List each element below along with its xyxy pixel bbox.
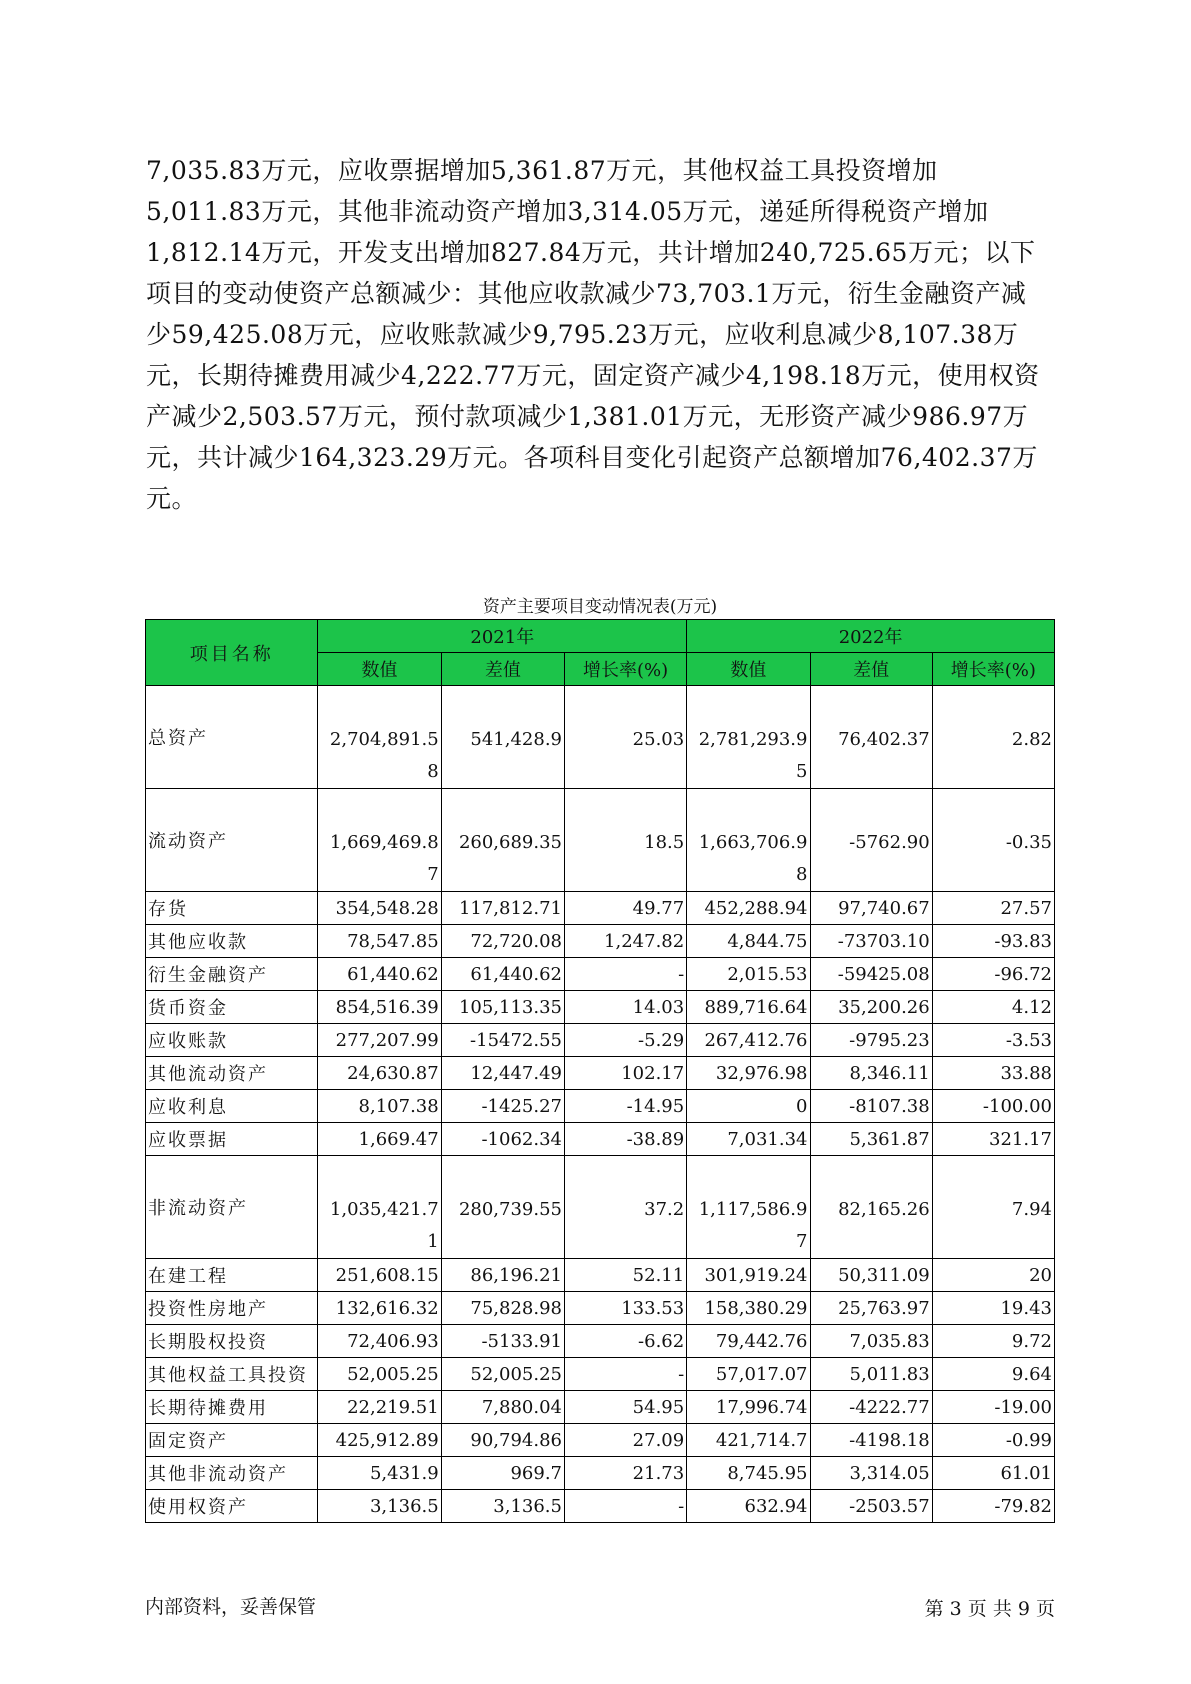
table-row xyxy=(146,1090,1055,1123)
row-value-cell: -96.72 xyxy=(932,958,1054,991)
row-value-cell: -5.29 xyxy=(565,1024,687,1057)
row-value-cell: 2,015.53 xyxy=(687,958,810,991)
table-row xyxy=(146,892,1055,925)
row-value-cell xyxy=(687,686,810,789)
row-value-cell xyxy=(687,1156,810,1259)
table-row xyxy=(146,1391,1055,1424)
row-value-cell: -2503.57 xyxy=(810,1490,932,1523)
row-value-cell: 52,005.25 xyxy=(441,1358,564,1391)
row-value: 2,704,891.58 xyxy=(329,729,439,782)
row-value-cell: 452,288.94 xyxy=(687,892,810,925)
table-row xyxy=(146,1057,1055,1090)
row-value: -5762.90 xyxy=(849,832,930,853)
row-value-cell: 35,200.26 xyxy=(810,991,932,1024)
row-value-cell: 54.95 xyxy=(565,1391,687,1424)
row-value-cell xyxy=(441,686,564,789)
row-value-cell: 321.17 xyxy=(932,1123,1054,1156)
table-row xyxy=(146,686,1055,789)
row-value: 260,689.35 xyxy=(458,832,562,853)
row-value-cell: 78,547.85 xyxy=(318,925,441,958)
row-value-cell: 75,828.98 xyxy=(441,1292,564,1325)
asset-change-table xyxy=(145,619,1055,1523)
row-value-cell: 17,996.74 xyxy=(687,1391,810,1424)
table-row xyxy=(146,1424,1055,1457)
row-value-cell: 57,017.07 xyxy=(687,1358,810,1391)
row-value: -0.35 xyxy=(1005,832,1052,853)
row-value-cell: 158,380.29 xyxy=(687,1292,810,1325)
row-item-name: 总资产 xyxy=(146,686,318,789)
row-value-cell: 102.17 xyxy=(565,1057,687,1090)
row-value-cell: 97,740.67 xyxy=(810,892,932,925)
row-value-cell: 72,406.93 xyxy=(318,1325,441,1358)
row-value: 1,035,421.71 xyxy=(329,1199,439,1252)
row-value-cell: -100.00 xyxy=(932,1090,1054,1123)
row-item-name: 其他非流动资产 xyxy=(146,1457,318,1490)
footer-page-number: 第 3 页 共 9 页 xyxy=(924,1598,1055,1620)
header-year-2022: 2022年 xyxy=(687,620,1055,653)
row-value-cell: -1425.27 xyxy=(441,1090,564,1123)
row-value: 76,402.37 xyxy=(838,729,930,750)
row-value-cell: -59425.08 xyxy=(810,958,932,991)
row-value-cell: 52.11 xyxy=(565,1259,687,1292)
row-value-cell: 24,630.87 xyxy=(318,1057,441,1090)
row-value-cell: 50,311.09 xyxy=(810,1259,932,1292)
row-value-cell: 14.03 xyxy=(565,991,687,1024)
row-value-cell: -3.53 xyxy=(932,1024,1054,1057)
row-value: 280,739.55 xyxy=(458,1199,562,1220)
row-value-cell: 5,361.87 xyxy=(810,1123,932,1156)
table-row xyxy=(146,1156,1055,1259)
row-item-name: 衍生金融资产 xyxy=(146,958,318,991)
row-value: 82,165.26 xyxy=(838,1199,930,1220)
body-paragraph: 7,035.83万元，应收票据增加5,361.87万元，其他权益工具投资增加5,011.83万元，其他非流动资产增加3,314.05万元，递延所得税资产增加1,812.14万元，开发支出增加827.84万元，共计增加240,725.65万元；以下项目的变动使资产总额减少：其他应收款减少73,703.1万元，衍生金融资产减少59,425.08万元，应收账款减少9,795.23万元，应收利息减少8,107.38万元，长期待摊费用减少4,222.77万元，固定资产减少4,198.18万元，使用权资产减少2,503.57万元，预付款项减少1,381.01万元，无形资产减少986.97万元，共计减少164,323.29万元。各项科目变化引起资产总额增加76,402.37万元。 xyxy=(146,156,1040,513)
row-value-cell: -38.89 xyxy=(565,1123,687,1156)
row-value-cell xyxy=(565,789,687,892)
row-value-cell: 22,219.51 xyxy=(318,1391,441,1424)
row-value-cell: 7,031.34 xyxy=(687,1123,810,1156)
row-item-name: 存货 xyxy=(146,892,318,925)
row-value-cell: 0 xyxy=(687,1090,810,1123)
row-value-cell: 27.57 xyxy=(932,892,1054,925)
row-value-cell: 25,763.97 xyxy=(810,1292,932,1325)
row-value-cell: 52,005.25 xyxy=(318,1358,441,1391)
row-value-cell: 19.43 xyxy=(932,1292,1054,1325)
row-value-cell: 4.12 xyxy=(932,991,1054,1024)
row-value-cell: -15472.55 xyxy=(441,1024,564,1057)
header-item-name: 项目名称 xyxy=(146,620,318,686)
table-row xyxy=(146,1292,1055,1325)
subheader-diff-2021: 差值 xyxy=(441,653,564,686)
row-value-cell: -1062.34 xyxy=(441,1123,564,1156)
table-body xyxy=(146,686,1055,1523)
table-row xyxy=(146,789,1055,892)
row-value-cell: 9.64 xyxy=(932,1358,1054,1391)
table-row xyxy=(146,1457,1055,1490)
row-value-cell: -14.95 xyxy=(565,1090,687,1123)
table-row xyxy=(146,991,1055,1024)
row-value: 541,428.9 xyxy=(470,729,562,750)
row-value-cell: 72,720.08 xyxy=(441,925,564,958)
row-item-name: 使用权资产 xyxy=(146,1490,318,1523)
subheader-value-2022: 数值 xyxy=(687,653,810,686)
row-item-name: 长期股权投资 xyxy=(146,1325,318,1358)
row-item-name: 非流动资产 xyxy=(146,1156,318,1259)
row-value-cell xyxy=(318,1156,441,1259)
row-value-cell: 8,745.95 xyxy=(687,1457,810,1490)
row-item-name: 应收账款 xyxy=(146,1024,318,1057)
row-value-cell: 61,440.62 xyxy=(318,958,441,991)
row-value-cell: 8,346.11 xyxy=(810,1057,932,1090)
row-item-name: 应收利息 xyxy=(146,1090,318,1123)
row-value-cell: 117,812.71 xyxy=(441,892,564,925)
table-row xyxy=(146,1024,1055,1057)
row-value-cell: 251,608.15 xyxy=(318,1259,441,1292)
row-item-name: 在建工程 xyxy=(146,1259,318,1292)
row-value-cell: 1,669.47 xyxy=(318,1123,441,1156)
row-value-cell: - xyxy=(565,1358,687,1391)
row-value-cell: - xyxy=(565,1490,687,1523)
row-value-cell: 33.88 xyxy=(932,1057,1054,1090)
row-value-cell: 7,880.04 xyxy=(441,1391,564,1424)
row-value-cell: 105,113.35 xyxy=(441,991,564,1024)
row-item-name: 投资性房地产 xyxy=(146,1292,318,1325)
row-value-cell xyxy=(565,1156,687,1259)
table-row xyxy=(146,925,1055,958)
footer-confidential-note: 内部资料，妥善保管 xyxy=(145,1596,317,1618)
row-value-cell: -6.62 xyxy=(565,1325,687,1358)
row-value-cell: 132,616.32 xyxy=(318,1292,441,1325)
header-year-2021: 2021年 xyxy=(318,620,687,653)
row-value-cell: 133.53 xyxy=(565,1292,687,1325)
row-value-cell: 90,794.86 xyxy=(441,1424,564,1457)
table-caption: 资产主要项目变动情况表(万元) xyxy=(482,597,718,617)
row-value-cell: - xyxy=(565,958,687,991)
row-item-name: 流动资产 xyxy=(146,789,318,892)
row-value-cell: -9795.23 xyxy=(810,1024,932,1057)
subheader-diff-2022: 差值 xyxy=(810,653,932,686)
row-value-cell: 5,431.9 xyxy=(318,1457,441,1490)
row-value-cell: 889,716.64 xyxy=(687,991,810,1024)
row-value-cell xyxy=(810,789,932,892)
row-value-cell: -0.99 xyxy=(932,1424,1054,1457)
table-row xyxy=(146,1358,1055,1391)
row-value: 18.5 xyxy=(644,832,685,853)
row-value-cell: 425,912.89 xyxy=(318,1424,441,1457)
row-value-cell xyxy=(932,789,1054,892)
row-item-name: 其他权益工具投资 xyxy=(146,1358,318,1391)
row-value-cell: -73703.10 xyxy=(810,925,932,958)
row-value-cell: -8107.38 xyxy=(810,1090,932,1123)
row-value: 2,781,293.95 xyxy=(698,729,808,782)
subheader-value-2021: 数值 xyxy=(318,653,441,686)
row-value-cell: 3,136.5 xyxy=(318,1490,441,1523)
row-value-cell: 20 xyxy=(932,1259,1054,1292)
row-value: 37.2 xyxy=(644,1199,685,1220)
row-value-cell: 32,976.98 xyxy=(687,1057,810,1090)
row-value-cell: 3,314.05 xyxy=(810,1457,932,1490)
row-value: 1,669,469.87 xyxy=(329,832,439,885)
row-value-cell: 9.72 xyxy=(932,1325,1054,1358)
row-value: 25.03 xyxy=(632,729,685,750)
row-value-cell: 49.77 xyxy=(565,892,687,925)
row-value: 1,117,586.97 xyxy=(698,1199,808,1252)
row-value-cell: 267,412.76 xyxy=(687,1024,810,1057)
row-value: 7.94 xyxy=(1011,1199,1052,1220)
table-row xyxy=(146,1123,1055,1156)
row-value-cell xyxy=(810,1156,932,1259)
row-value-cell: 632.94 xyxy=(687,1490,810,1523)
row-item-name: 应收票据 xyxy=(146,1123,318,1156)
row-value-cell: 1,247.82 xyxy=(565,925,687,958)
row-value-cell: 61.01 xyxy=(932,1457,1054,1490)
row-value-cell: 86,196.21 xyxy=(441,1259,564,1292)
row-value-cell xyxy=(932,1156,1054,1259)
row-value: 1,663,706.98 xyxy=(698,832,808,885)
row-item-name: 固定资产 xyxy=(146,1424,318,1457)
table-row xyxy=(146,1325,1055,1358)
row-value-cell: -4198.18 xyxy=(810,1424,932,1457)
row-item-name: 其他流动资产 xyxy=(146,1057,318,1090)
row-value-cell: 969.7 xyxy=(441,1457,564,1490)
row-item-name: 其他应收款 xyxy=(146,925,318,958)
row-value-cell xyxy=(687,789,810,892)
row-value-cell: -93.83 xyxy=(932,925,1054,958)
row-item-name: 货币资金 xyxy=(146,991,318,1024)
row-value-cell xyxy=(441,789,564,892)
row-item-name: 长期待摊费用 xyxy=(146,1391,318,1424)
row-value-cell xyxy=(810,686,932,789)
row-value-cell: 21.73 xyxy=(565,1457,687,1490)
row-value-cell: 12,447.49 xyxy=(441,1057,564,1090)
row-value-cell: -5133.91 xyxy=(441,1325,564,1358)
row-value-cell: 79,442.76 xyxy=(687,1325,810,1358)
row-value-cell: -79.82 xyxy=(932,1490,1054,1523)
row-value-cell xyxy=(318,686,441,789)
row-value-cell: 277,207.99 xyxy=(318,1024,441,1057)
row-value-cell xyxy=(441,1156,564,1259)
table-row xyxy=(146,958,1055,991)
row-value-cell: 854,516.39 xyxy=(318,991,441,1024)
row-value-cell: 61,440.62 xyxy=(441,958,564,991)
row-value-cell: -19.00 xyxy=(932,1391,1054,1424)
row-value-cell: 354,548.28 xyxy=(318,892,441,925)
row-value-cell: 4,844.75 xyxy=(687,925,810,958)
row-value-cell: 7,035.83 xyxy=(810,1325,932,1358)
row-value-cell: 5,011.83 xyxy=(810,1358,932,1391)
row-value-cell: 3,136.5 xyxy=(441,1490,564,1523)
row-value-cell xyxy=(932,686,1054,789)
row-value-cell: -4222.77 xyxy=(810,1391,932,1424)
row-value-cell: 8,107.38 xyxy=(318,1090,441,1123)
row-value-cell xyxy=(318,789,441,892)
row-value-cell: 421,714.7 xyxy=(687,1424,810,1457)
row-value-cell xyxy=(565,686,687,789)
subheader-growth-2022: 增长率(%) xyxy=(932,653,1054,686)
subheader-growth-2021: 增长率(%) xyxy=(565,653,687,686)
row-value-cell: 27.09 xyxy=(565,1424,687,1457)
table-row xyxy=(146,1259,1055,1292)
row-value: 2.82 xyxy=(1011,729,1052,750)
row-value-cell: 301,919.24 xyxy=(687,1259,810,1292)
table-row xyxy=(146,1490,1055,1523)
